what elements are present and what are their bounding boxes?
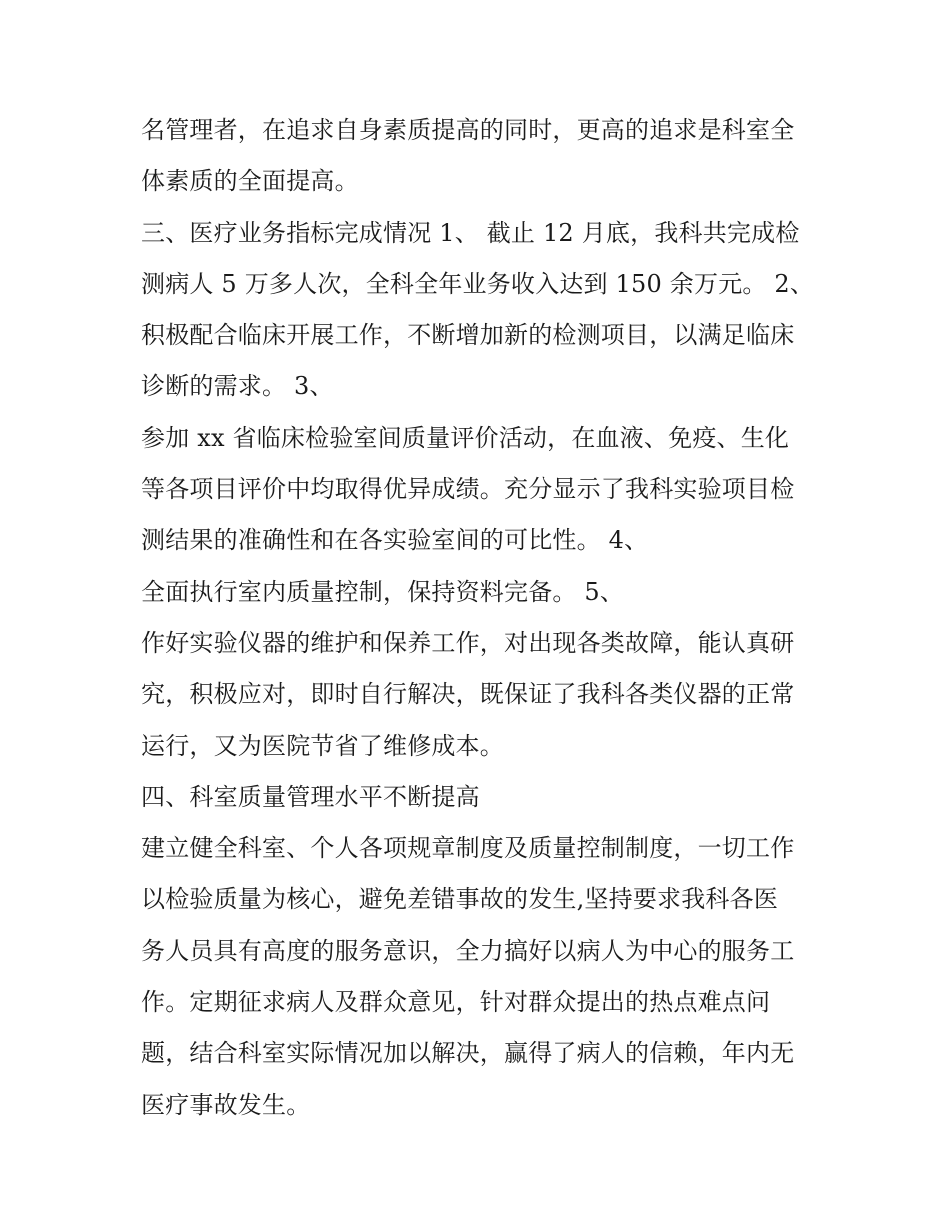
text-line-6: 诊断的需求。 3、 (141, 372, 334, 401)
text-line-13: 运行，又为医院节省了维修成本。 (141, 731, 504, 760)
text-line-5: 积极配合临床开展工作，不断增加新的检测项目，以满足临床 (141, 321, 795, 350)
text-line-12: 究，积极应对，即时自行解决，既保证了我科各类仪器的正常 (141, 680, 795, 709)
text-line-18: 作。定期征求病人及群众意见，针对群众提出的热点难点问 (141, 988, 771, 1017)
text-line-19: 题，结合科室实际情况加以解决，赢得了病人的信赖，年内无 (141, 1039, 795, 1068)
text-line-16: 以检验质量为核心，避免差错事故的发生,坚持要求我科各医 (141, 885, 779, 914)
text-line-4: 测病人 5 万多人次，全科全年业务收入达到 150 余万元。 2、 (141, 269, 815, 298)
text-line-17: 务人员具有高度的服务意识，全力搞好以病人为中心的服务工 (141, 936, 795, 965)
text-line-8: 等各项目评价中均取得优异成绩。充分显示了我科实验项目检 (141, 475, 795, 504)
text-line-2: 体素质的全面提高。 (141, 167, 359, 196)
text-line-7: 参加 xx 省临床检验室间质量评价活动，在血液、免疫、生化 (141, 423, 790, 452)
text-line-15: 建立健全科室、个人各项规章制度及质量控制制度，一切工作 (141, 834, 795, 863)
document-body (141, 105, 831, 1131)
text-line-20: 医疗事故发生。 (141, 1090, 311, 1119)
text-line-10: 全面执行室内质量控制，保持资料完备。 5、 (141, 577, 625, 606)
text-line-9: 测结果的准确性和在各实验室间的可比性。 4、 (141, 526, 649, 555)
text-line-11: 作好实验仪器的维护和保养工作，对出现各类故障，能认真研 (141, 628, 795, 657)
section-heading-3: 三、医疗业务指标完成情况 1、 截止 12 月底，我科共完成检 (141, 218, 800, 247)
text-line-1: 名管理者，在追求自身素质提高的同时，更高的追求是科室全 (141, 116, 795, 144)
section-heading-4: 四、科室质量管理水平不断提高 (141, 782, 480, 811)
